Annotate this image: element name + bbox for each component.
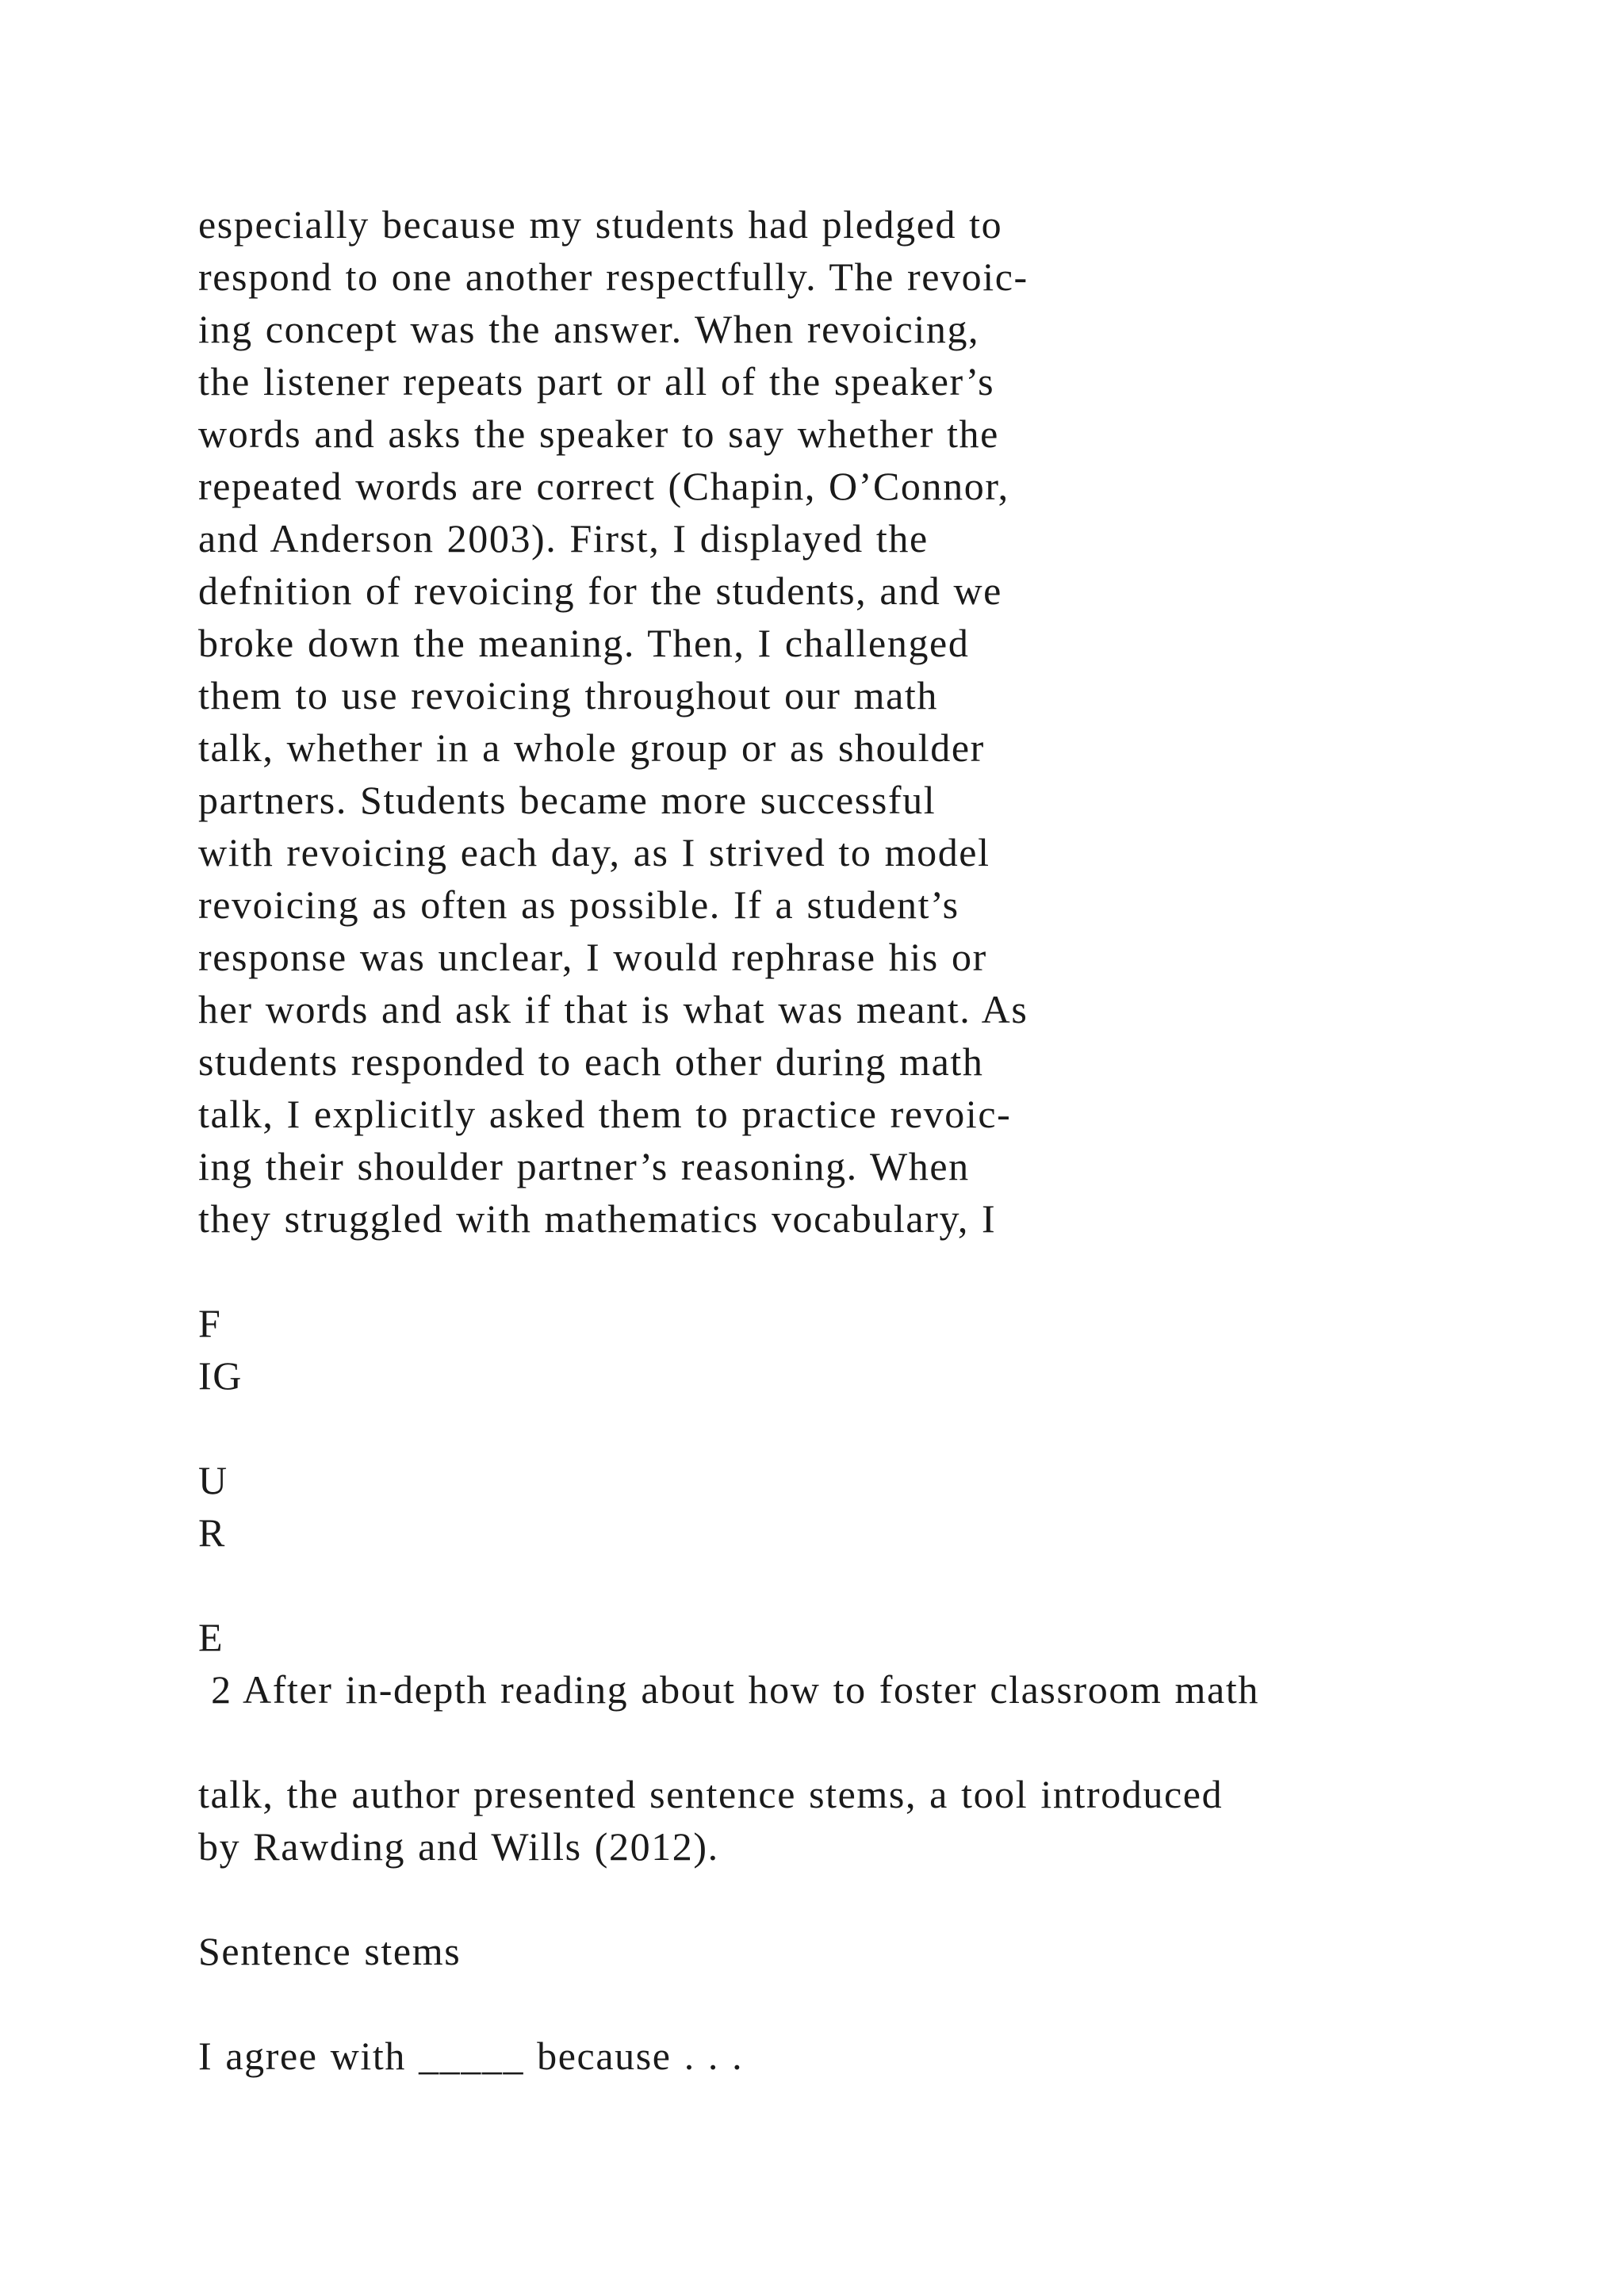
body-text-line: ing concept was the answer. When revoicing, — [198, 307, 980, 351]
sentence-stem: I agree with _____ because . . . — [198, 2034, 744, 2078]
body-text-line: talk, whether in a whole group or as shoulder — [198, 725, 985, 770]
body-text-line: the listener repeats part or all of the speaker’s — [198, 359, 995, 404]
body-text-line: with revoicing each day, as I strived to model — [198, 830, 990, 874]
figure-caption-line: talk, the author presented sentence stems, a tool introduced — [198, 1772, 1224, 1816]
body-text-line: defnition of revoicing for the students, and we — [198, 568, 1002, 613]
figure-label-fragment: IG — [198, 1353, 243, 1398]
body-text-line: partners. Students became more successful — [198, 778, 936, 822]
body-text-line: students responded to each other during math — [198, 1039, 984, 1084]
body-text-line: respond to one another respectfully. The revoic- — [198, 254, 1028, 299]
body-text-line: talk, I explicitly asked them to practice revoic- — [198, 1092, 1012, 1136]
figure-caption-line: 2 After in-depth reading about how to foster classroom math — [198, 1667, 1259, 1712]
body-text-line: repeated words are correct (Chapin, O’Connor, — [198, 464, 1009, 508]
body-text-line: them to use revoicing throughout our math — [198, 673, 938, 718]
body-text-line: especially because my students had pledged to — [198, 202, 1003, 247]
figure-label-fragment: U — [198, 1458, 228, 1502]
body-text-line: ing their shoulder partner’s reasoning. When — [198, 1144, 970, 1188]
body-text-line: response was unclear, I would rephrase his or — [198, 935, 987, 979]
body-text-line: broke down the meaning. Then, I challenged — [198, 621, 970, 665]
figure-label-fragment: E — [198, 1615, 224, 1659]
body-text-line: words and asks the speaker to say whether the — [198, 411, 999, 456]
figure-label-fragment: F — [198, 1301, 222, 1345]
body-text-line: revoicing as often as possible. If a student’s — [198, 882, 959, 927]
section-heading: Sentence stems — [198, 1929, 462, 1973]
figure-caption-line: by Rawding and Wills (2012). — [198, 1824, 719, 1869]
body-text-line: they struggled with mathematics vocabulary, I — [198, 1196, 997, 1241]
body-text-line: and Anderson 2003). First, I displayed the — [198, 516, 929, 561]
body-text-line: her words and ask if that is what was meant. As — [198, 987, 1028, 1031]
figure-label-fragment: R — [198, 1510, 226, 1555]
